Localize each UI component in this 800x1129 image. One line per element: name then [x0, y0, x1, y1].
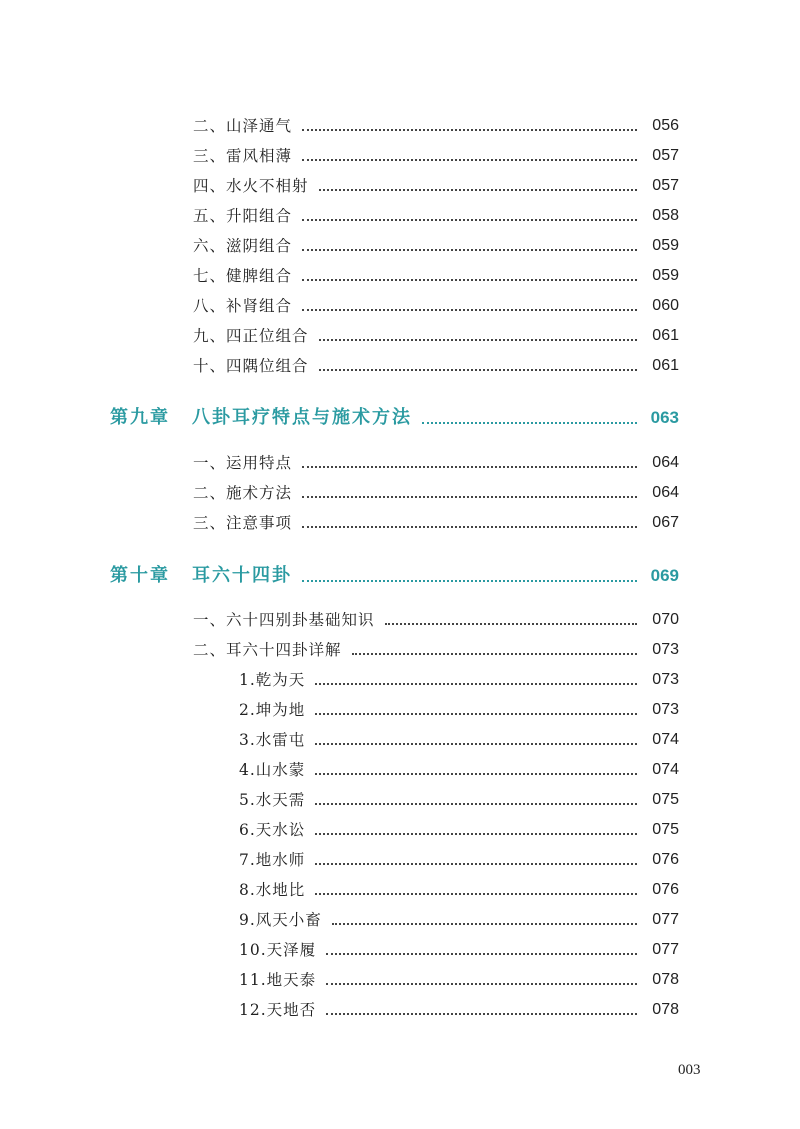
- toc-entry-page: 064: [652, 454, 679, 471]
- toc-subentry-page: 076: [652, 881, 679, 898]
- chapter-page: 069: [650, 566, 679, 585]
- chapter-title: 八卦耳疗特点与施术方法: [192, 407, 412, 428]
- toc-subentry-label: 9.风天小畜: [239, 911, 322, 929]
- toc-subentry-label: 10.天泽履: [239, 941, 317, 959]
- toc-entry-page: 059: [652, 267, 679, 284]
- toc-subentry[interactable]: [239, 698, 679, 722]
- page-number: 003: [678, 1062, 701, 1078]
- dot-leader: [302, 279, 637, 281]
- toc-entry-label: 十、四隅位组合: [193, 357, 309, 375]
- dot-leader: [385, 623, 637, 625]
- dot-leader: [302, 159, 637, 161]
- toc-entry-page: 073: [652, 641, 679, 658]
- toc-entry-label: 二、施术方法: [193, 484, 293, 502]
- toc-subentry[interactable]: [239, 908, 679, 932]
- toc-subentry[interactable]: [239, 998, 679, 1022]
- toc-entry-label: 一、运用特点: [193, 454, 293, 472]
- dot-leader: [302, 526, 637, 528]
- toc-entry-label: 一、六十四别卦基础知识: [193, 611, 375, 629]
- toc-entry-label: 二、耳六十四卦详解: [193, 641, 342, 659]
- toc-subentry-page: 076: [652, 851, 679, 868]
- toc-subentry-page: 078: [652, 971, 679, 988]
- chapter-number: 第九章: [110, 407, 170, 428]
- dot-leader: [302, 466, 637, 468]
- toc-subentry-page: 075: [652, 791, 679, 808]
- toc-subentry[interactable]: [239, 818, 679, 842]
- dot-leader: [315, 773, 637, 775]
- toc-entry[interactable]: [193, 174, 679, 198]
- dot-leader: [302, 309, 637, 311]
- toc-subentry-page: 077: [652, 911, 679, 928]
- dot-leader: [422, 422, 637, 424]
- dot-leader: [315, 833, 637, 835]
- toc-entry-label: 七、健脾组合: [193, 267, 293, 285]
- toc-subentry-page: 077: [652, 941, 679, 958]
- toc-subentry-label: 5.水天需: [239, 791, 306, 809]
- toc-entry[interactable]: [193, 354, 679, 378]
- dot-leader: [302, 496, 637, 498]
- toc-subentry-label: 1.乾为天: [239, 671, 306, 689]
- chapter-heading-9[interactable]: [110, 404, 679, 432]
- toc-entry-label: 三、注意事项: [193, 514, 293, 532]
- dot-leader: [315, 803, 637, 805]
- toc-subentry[interactable]: [239, 878, 679, 902]
- dot-leader: [326, 953, 637, 955]
- chapter-number: 第十章: [110, 565, 170, 586]
- dot-leader: [302, 249, 637, 251]
- toc-subentry-label: 12.天地否: [239, 1001, 317, 1019]
- dot-leader: [315, 743, 637, 745]
- toc-entry[interactable]: [193, 638, 679, 662]
- dot-leader: [302, 580, 637, 582]
- toc-subentry[interactable]: [239, 968, 679, 992]
- toc-subentry-label: 2.坤为地: [239, 701, 306, 719]
- toc-subentry-page: 073: [652, 701, 679, 718]
- toc-entry-page: 058: [652, 207, 679, 224]
- toc-subentry-page: 074: [652, 761, 679, 778]
- toc-subentry-label: 6.天水讼: [239, 821, 306, 839]
- toc-entry-page: 067: [652, 514, 679, 531]
- toc-subentry[interactable]: [239, 788, 679, 812]
- toc-subentry[interactable]: [239, 848, 679, 872]
- dot-leader: [319, 339, 637, 341]
- toc-entry-page: 057: [652, 147, 679, 164]
- toc-subentry-page: 073: [652, 671, 679, 688]
- toc-subentry-page: 075: [652, 821, 679, 838]
- toc-entry-page: 060: [652, 297, 679, 314]
- chapter-heading-text: [110, 562, 292, 590]
- toc-subentry[interactable]: [239, 758, 679, 782]
- toc-entry[interactable]: [193, 481, 679, 505]
- chapter-heading-text: [110, 404, 412, 432]
- toc-entry-label: 八、补肾组合: [193, 297, 293, 315]
- dot-leader: [302, 129, 637, 131]
- toc-subentry[interactable]: [239, 668, 679, 692]
- toc-entry-label: 三、雷风相薄: [193, 147, 293, 165]
- toc-entry-label: 五、升阳组合: [193, 207, 293, 225]
- toc-entry-label: 四、水火不相射: [193, 177, 309, 195]
- toc-subentry[interactable]: [239, 938, 679, 962]
- dot-leader: [332, 923, 637, 925]
- toc-subentry-page: 078: [652, 1001, 679, 1018]
- toc-entry[interactable]: [193, 114, 679, 138]
- dot-leader: [302, 219, 637, 221]
- dot-leader: [319, 369, 637, 371]
- toc-entry[interactable]: [193, 144, 679, 168]
- dot-leader: [352, 653, 637, 655]
- chapter-heading-10[interactable]: [110, 562, 679, 590]
- toc-subentry-label: 8.水地比: [239, 881, 306, 899]
- toc-entry-page: 056: [652, 117, 679, 134]
- chapter-title: 耳六十四卦: [192, 565, 292, 586]
- toc-entry[interactable]: [193, 324, 679, 348]
- toc-entry[interactable]: [193, 451, 679, 475]
- dot-leader: [315, 713, 637, 715]
- dot-leader: [326, 983, 637, 985]
- dot-leader: [315, 863, 637, 865]
- toc-entry[interactable]: [193, 294, 679, 318]
- dot-leader: [326, 1013, 637, 1015]
- toc-entry[interactable]: [193, 608, 679, 632]
- toc-entry-page: 059: [652, 237, 679, 254]
- toc-entry-page: 064: [652, 484, 679, 501]
- toc-subentry-label: 4.山水蒙: [239, 761, 306, 779]
- toc-entry-page: 061: [652, 357, 679, 374]
- toc-subentry-label: 11.地天泰: [239, 971, 317, 989]
- toc-entry[interactable]: [193, 204, 679, 228]
- toc-subentry-page: 074: [652, 731, 679, 748]
- toc-entry[interactable]: [193, 511, 679, 535]
- toc-subentry-label: 3.水雷屯: [239, 731, 306, 749]
- toc-entry-label: 九、四正位组合: [193, 327, 309, 345]
- chapter-page: 063: [650, 408, 679, 427]
- toc-entry[interactable]: [193, 264, 679, 288]
- toc-subentry-label: 7.地水师: [239, 851, 306, 869]
- dot-leader: [315, 683, 637, 685]
- toc-entry-page: 061: [652, 327, 679, 344]
- toc-entry-label: 二、山泽通气: [193, 117, 293, 135]
- toc-entry-page: 070: [652, 611, 679, 628]
- toc-subentry[interactable]: [239, 728, 679, 752]
- toc-entry-label: 六、滋阴组合: [193, 237, 293, 255]
- toc-entry-page: 057: [652, 177, 679, 194]
- dot-leader: [315, 893, 637, 895]
- dot-leader: [319, 189, 637, 191]
- toc-entry[interactable]: [193, 234, 679, 258]
